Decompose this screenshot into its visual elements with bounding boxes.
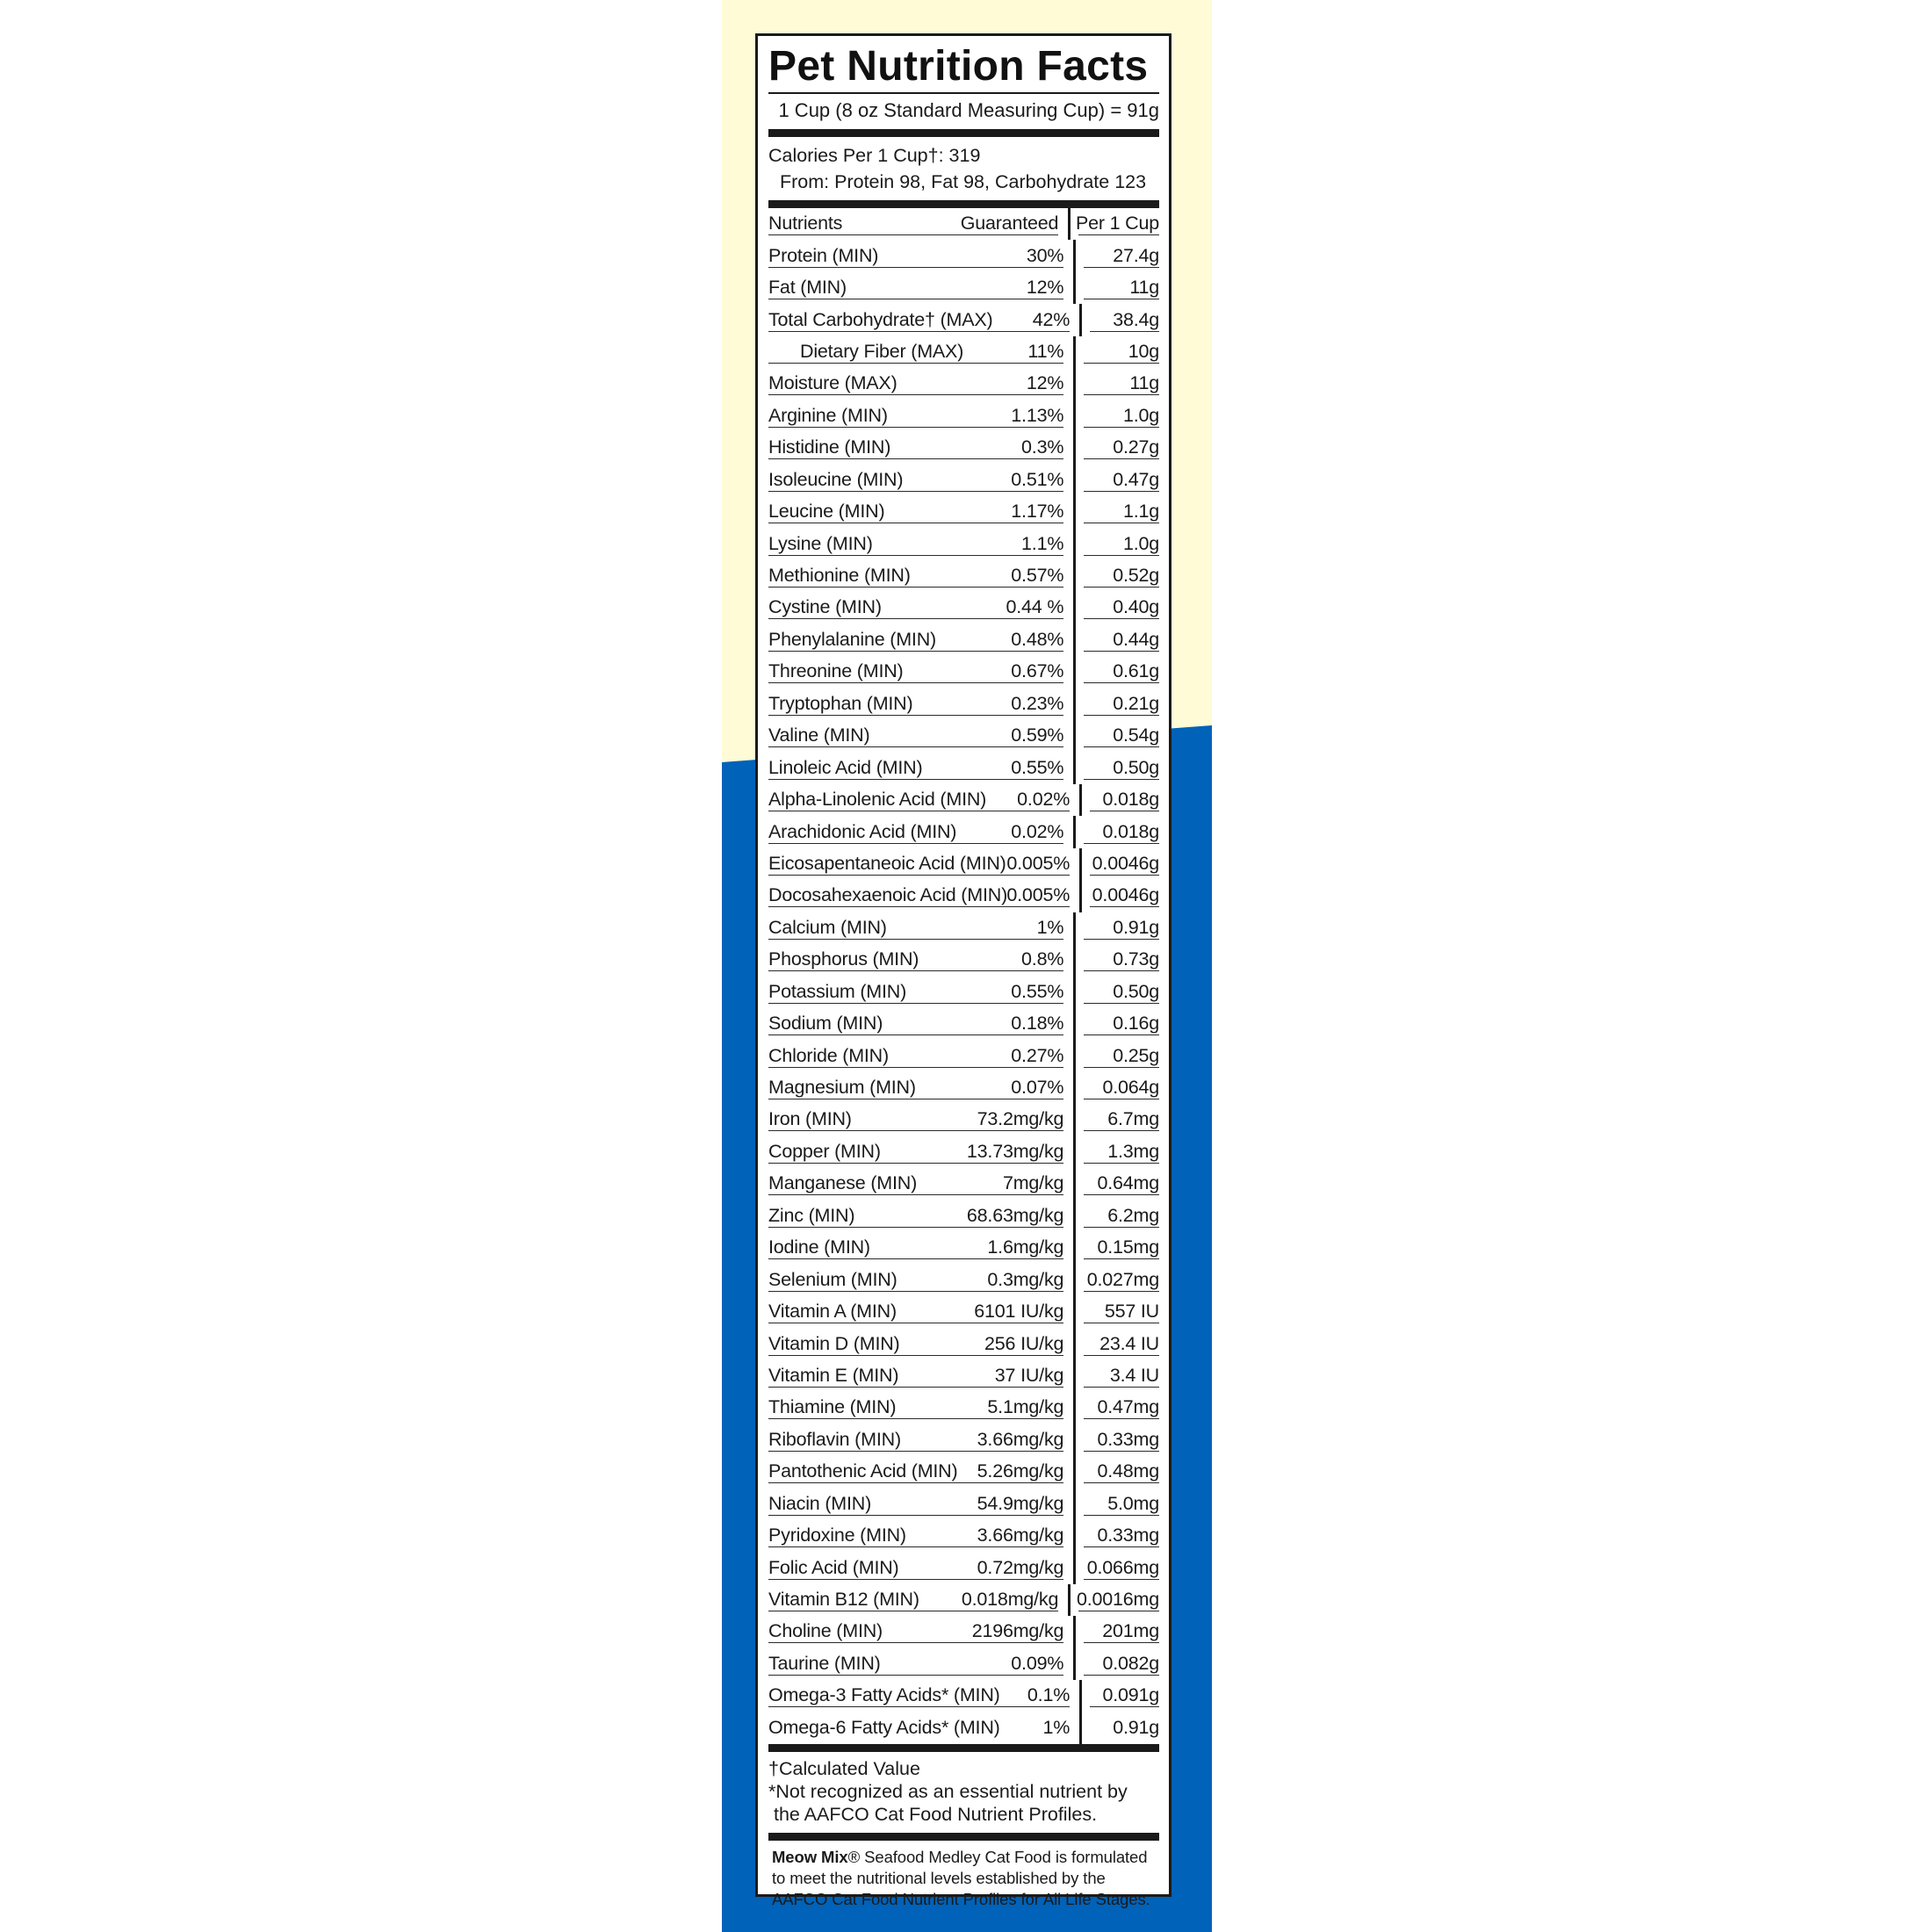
nutrient-name: Thiamine (MIN) bbox=[768, 1396, 897, 1418]
nutrient-name: Phenylalanine (MIN) bbox=[768, 628, 936, 650]
column-divider bbox=[1073, 816, 1076, 847]
nutrient-name: Lysine (MIN) bbox=[768, 532, 873, 554]
nutrient-name: Fat (MIN) bbox=[768, 277, 847, 299]
column-divider bbox=[1073, 272, 1076, 304]
per-cup-value: 0.40g bbox=[1084, 596, 1159, 619]
column-divider bbox=[1073, 1104, 1076, 1135]
column-divider bbox=[1073, 1264, 1076, 1295]
guaranteed-value: 0.1% bbox=[977, 1684, 1070, 1707]
nutrient-row bbox=[768, 1456, 1159, 1488]
nutrient-row bbox=[768, 1296, 1159, 1328]
guaranteed-value: 0.8% bbox=[963, 948, 1063, 971]
nutrient-row bbox=[768, 465, 1159, 496]
guaranteed-value: 1.17% bbox=[963, 501, 1063, 523]
statement-line3: AAFCO Cat Food Nutrient Profiles for All Life Stages. bbox=[772, 1890, 1150, 1908]
calories-per-cup: Calories Per 1 Cup†: 319 bbox=[768, 145, 981, 166]
guaranteed-value: 0.59% bbox=[963, 724, 1063, 747]
column-divider bbox=[1073, 656, 1076, 688]
nutrient-name: Copper (MIN) bbox=[768, 1140, 881, 1162]
per-cup-value: 0.33mg bbox=[1084, 1525, 1159, 1547]
column-divider bbox=[1073, 1456, 1076, 1488]
nutrient-row bbox=[768, 784, 1159, 816]
column-divider bbox=[1073, 528, 1076, 559]
nutrient-row bbox=[768, 1680, 1159, 1712]
per-cup-value: 0.91g bbox=[1084, 917, 1159, 940]
nutrient-name: Omega-6 Fatty Acids* (MIN) bbox=[768, 1717, 1000, 1739]
guaranteed-value: 5.1mg/kg bbox=[963, 1396, 1063, 1419]
nutrient-row bbox=[768, 1008, 1159, 1040]
nutrient-name: Cystine (MIN) bbox=[768, 596, 882, 618]
column-divider bbox=[1079, 880, 1082, 912]
nutrient-row bbox=[768, 1136, 1159, 1168]
nutrient-row bbox=[768, 1712, 1159, 1744]
nutrient-name: Total Carbohydrate† (MAX) bbox=[768, 308, 993, 330]
statement-rule bbox=[768, 1833, 1159, 1841]
nutrient-name: Pantothenic Acid (MIN) bbox=[768, 1460, 958, 1482]
guaranteed-value: 42% bbox=[977, 309, 1070, 332]
nutrient-name: Riboflavin (MIN) bbox=[768, 1428, 901, 1450]
nutrient-row bbox=[768, 977, 1159, 1008]
guaranteed-value: 68.63mg/kg bbox=[963, 1205, 1063, 1228]
column-divider bbox=[1073, 1424, 1076, 1456]
guaranteed-value: 0.67% bbox=[963, 660, 1063, 683]
per-cup-value: 557 IU bbox=[1084, 1301, 1159, 1323]
column-divider bbox=[1073, 1008, 1076, 1040]
nutrient-name: Histidine (MIN) bbox=[768, 436, 891, 458]
nutrient-row bbox=[768, 1232, 1159, 1264]
per-cup-value: 0.73g bbox=[1084, 948, 1159, 971]
per-cup-value: 10g bbox=[1084, 341, 1159, 364]
column-divider bbox=[1073, 912, 1076, 944]
nutrient-name: Moisture (MAX) bbox=[768, 372, 898, 394]
nutrient-name: Chloride (MIN) bbox=[768, 1044, 889, 1066]
nutrient-row bbox=[768, 656, 1159, 688]
nutrient-name: Vitamin E (MIN) bbox=[768, 1364, 899, 1386]
nutrient-row bbox=[768, 752, 1159, 783]
guaranteed-value: 1% bbox=[963, 917, 1063, 940]
guaranteed-value: 0.005% bbox=[977, 884, 1070, 907]
nutrient-name: Dietary Fiber (MAX) bbox=[800, 340, 964, 362]
nutrient-name: Threonine (MIN) bbox=[768, 660, 904, 682]
column-divider bbox=[1073, 1552, 1076, 1583]
guaranteed-value: 0.3% bbox=[963, 436, 1063, 459]
nutrient-row bbox=[768, 816, 1159, 847]
column-divider bbox=[1073, 752, 1076, 783]
per-cup-value: 1.3mg bbox=[1084, 1141, 1159, 1164]
guaranteed-value: 0.02% bbox=[977, 789, 1070, 811]
per-cup-value: 6.7mg bbox=[1084, 1108, 1159, 1131]
guaranteed-value: 1.6mg/kg bbox=[963, 1236, 1063, 1259]
nutrient-name: Zinc (MIN) bbox=[768, 1204, 855, 1226]
column-divider bbox=[1073, 1328, 1076, 1359]
nutrient-row bbox=[768, 1360, 1159, 1392]
column-divider bbox=[1073, 1168, 1076, 1200]
nutrient-row bbox=[768, 368, 1159, 400]
nutrient-name: Manganese (MIN) bbox=[768, 1172, 918, 1194]
nutrient-row bbox=[768, 1616, 1159, 1647]
nutrient-row bbox=[768, 272, 1159, 304]
per-cup-value: 0.018g bbox=[1084, 821, 1159, 844]
column-divider bbox=[1073, 1360, 1076, 1392]
nutrient-name: Magnesium (MIN) bbox=[768, 1077, 916, 1099]
guaranteed-value: 7mg/kg bbox=[963, 1172, 1063, 1195]
nutrient-row bbox=[768, 624, 1159, 656]
nutrient-name: Potassium (MIN) bbox=[768, 980, 907, 1002]
guaranteed-value: 0.07% bbox=[963, 1077, 1063, 1099]
nutrient-row bbox=[768, 688, 1159, 720]
column-divider bbox=[1073, 368, 1076, 400]
nutrient-row bbox=[768, 528, 1159, 559]
per-cup-value: 0.48mg bbox=[1084, 1460, 1159, 1483]
nutrient-row bbox=[768, 1424, 1159, 1456]
column-divider bbox=[1073, 432, 1076, 464]
nutrient-name: Protein (MIN) bbox=[768, 244, 879, 266]
per-cup-value: 0.50g bbox=[1084, 757, 1159, 780]
nutrient-row bbox=[768, 1584, 1159, 1616]
per-cup-value: 11g bbox=[1084, 277, 1159, 299]
nutrient-name: Phosphorus (MIN) bbox=[768, 948, 919, 970]
guaranteed-value: 37 IU/kg bbox=[963, 1365, 1063, 1388]
footnotes bbox=[768, 1752, 1159, 1833]
column-divider bbox=[1073, 240, 1076, 271]
column-divider bbox=[1073, 336, 1076, 368]
registered-mark: ® bbox=[847, 1848, 861, 1866]
calories-rule bbox=[768, 200, 1159, 208]
nutrient-table-body bbox=[768, 240, 1159, 1744]
guaranteed-value: 0.27% bbox=[963, 1045, 1063, 1068]
nutrient-row bbox=[768, 1072, 1159, 1104]
per-cup-value: 0.27g bbox=[1084, 436, 1159, 459]
nutrient-row bbox=[768, 336, 1159, 368]
nutrient-row bbox=[768, 496, 1159, 528]
column-divider bbox=[1073, 1616, 1076, 1647]
guaranteed-value: 11% bbox=[963, 341, 1063, 364]
column-divider bbox=[1079, 1712, 1082, 1744]
nutrient-name: Niacin (MIN) bbox=[768, 1492, 872, 1514]
guaranteed-value: 0.018mg/kg bbox=[961, 1589, 1059, 1611]
nutrient-name: Docosahexaenoic Acid (MIN) bbox=[768, 884, 1008, 906]
nutrient-name: Vitamin B12 (MIN) bbox=[768, 1589, 919, 1611]
guaranteed-value: 256 IU/kg bbox=[963, 1333, 1063, 1356]
column-divider bbox=[1068, 208, 1071, 240]
nutrient-row bbox=[768, 944, 1159, 976]
footnote-calculated: †Calculated Value bbox=[768, 1758, 920, 1779]
nutrient-row bbox=[768, 912, 1159, 944]
nutrient-name: Leucine (MIN) bbox=[768, 501, 885, 523]
column-divider bbox=[1073, 1136, 1076, 1168]
per-cup-value: 0.44g bbox=[1084, 629, 1159, 652]
per-cup-value: 0.54g bbox=[1084, 724, 1159, 747]
nutrient-name: Vitamin A (MIN) bbox=[768, 1301, 897, 1323]
nutrient-row bbox=[768, 1328, 1159, 1359]
nutrient-row bbox=[768, 400, 1159, 432]
guaranteed-value: 0.48% bbox=[963, 629, 1063, 652]
nutrient-name: Eicosapentaneoic Acid (MIN) bbox=[768, 852, 1006, 874]
guaranteed-value: 0.55% bbox=[963, 757, 1063, 780]
column-divider bbox=[1073, 592, 1076, 624]
footnote-not-recognized-line1: *Not recognized as an essential nutrient by bbox=[768, 1781, 1128, 1802]
nutrient-row bbox=[768, 720, 1159, 752]
guaranteed-value: 0.09% bbox=[963, 1653, 1063, 1676]
guaranteed-value: 6101 IU/kg bbox=[963, 1301, 1063, 1323]
guaranteed-value: 12% bbox=[963, 277, 1063, 299]
nutrient-name: Taurine (MIN) bbox=[768, 1652, 881, 1674]
nutrition-facts-label bbox=[755, 33, 1171, 1908]
column-divider bbox=[1073, 400, 1076, 432]
guaranteed-value: 1% bbox=[1042, 1717, 1071, 1739]
nutrient-name: Folic Acid (MIN) bbox=[768, 1556, 899, 1578]
nutrient-row bbox=[768, 880, 1159, 912]
label-title: Pet Nutrition Facts bbox=[768, 43, 1149, 90]
nutrient-row bbox=[768, 560, 1159, 592]
per-cup-value: 0.0046g bbox=[1090, 884, 1159, 907]
per-cup-value: 0.47g bbox=[1084, 469, 1159, 492]
column-divider bbox=[1073, 1489, 1076, 1520]
header-guaranteed: Guaranteed bbox=[960, 213, 1059, 234]
column-divider bbox=[1073, 1200, 1076, 1232]
table-bottom-rule bbox=[768, 1744, 1159, 1752]
per-cup-value: 0.21g bbox=[1084, 693, 1159, 716]
guaranteed-value: 3.66mg/kg bbox=[963, 1429, 1063, 1452]
column-divider bbox=[1073, 560, 1076, 592]
per-cup-value: 0.082g bbox=[1084, 1653, 1159, 1676]
nutrient-name: Vitamin D (MIN) bbox=[768, 1332, 900, 1354]
nutrient-name: Valine (MIN) bbox=[768, 724, 870, 746]
nutrient-row bbox=[768, 1168, 1159, 1200]
statement-text-1: Seafood Medley Cat Food is formulated bbox=[860, 1848, 1148, 1866]
per-cup-value: 0.0046g bbox=[1090, 853, 1159, 876]
nutrient-row bbox=[768, 240, 1159, 271]
nutrient-name: Alpha-Linolenic Acid (MIN) bbox=[768, 789, 987, 811]
nutrient-row bbox=[768, 1552, 1159, 1583]
column-divider bbox=[1073, 977, 1076, 1008]
guaranteed-value: 30% bbox=[963, 245, 1063, 268]
nutrient-row bbox=[768, 1392, 1159, 1424]
per-cup-value: 0.50g bbox=[1084, 981, 1159, 1004]
guaranteed-value: 13.73mg/kg bbox=[963, 1141, 1063, 1164]
guaranteed-value: 0.005% bbox=[977, 853, 1070, 876]
column-divider bbox=[1073, 1392, 1076, 1424]
serving-size: 1 Cup (8 oz Standard Measuring Cup) = 91g bbox=[778, 99, 1159, 121]
per-cup-value: 1.0g bbox=[1084, 533, 1159, 556]
per-cup-value: 6.2mg bbox=[1084, 1205, 1159, 1228]
column-divider bbox=[1073, 496, 1076, 528]
nutrient-name: Linoleic Acid (MIN) bbox=[768, 756, 923, 778]
nutrient-name: Isoleucine (MIN) bbox=[768, 468, 904, 490]
nutrient-name: Choline (MIN) bbox=[768, 1620, 883, 1642]
per-cup-value: 1.0g bbox=[1084, 405, 1159, 428]
guaranteed-value: 0.02% bbox=[963, 821, 1063, 844]
nutrient-row bbox=[768, 432, 1159, 464]
guaranteed-value: 73.2mg/kg bbox=[963, 1108, 1063, 1131]
guaranteed-value: 5.26mg/kg bbox=[963, 1460, 1063, 1483]
guaranteed-value: 1.13% bbox=[963, 405, 1063, 428]
per-cup-value: 0.064g bbox=[1084, 1077, 1159, 1099]
guaranteed-value: 0.51% bbox=[963, 469, 1063, 492]
per-cup-value: 3.4 IU bbox=[1084, 1365, 1159, 1388]
nutrient-name: Arginine (MIN) bbox=[768, 404, 888, 426]
guaranteed-value: 0.72mg/kg bbox=[963, 1557, 1063, 1580]
nutrient-row bbox=[768, 1264, 1159, 1295]
per-cup-value: 5.0mg bbox=[1084, 1493, 1159, 1516]
column-divider bbox=[1073, 1072, 1076, 1104]
per-cup-value: 201mg bbox=[1084, 1620, 1159, 1643]
column-divider bbox=[1073, 688, 1076, 720]
column-divider bbox=[1073, 1232, 1076, 1264]
calories-from: From: Protein 98, Fat 98, Carbohydrate 123 bbox=[780, 171, 1147, 192]
per-cup-value: 0.15mg bbox=[1084, 1236, 1159, 1259]
nutrient-row bbox=[768, 1648, 1159, 1680]
per-cup-value: 27.4g bbox=[1084, 245, 1159, 268]
per-cup-value: 0.16g bbox=[1084, 1013, 1159, 1035]
header-nutrients: Nutrients bbox=[768, 213, 960, 235]
per-cup-value: 0.61g bbox=[1084, 660, 1159, 683]
guaranteed-value: 0.44 % bbox=[963, 596, 1063, 619]
guaranteed-value: 2196mg/kg bbox=[963, 1620, 1063, 1643]
column-divider bbox=[1073, 1648, 1076, 1680]
column-divider bbox=[1073, 465, 1076, 496]
nutrient-row bbox=[768, 304, 1159, 335]
column-divider bbox=[1079, 848, 1082, 880]
per-cup-value: 0.52g bbox=[1084, 565, 1159, 588]
header-per-cup: Per 1 Cup bbox=[1075, 213, 1159, 234]
per-cup-value: 0.91g bbox=[1113, 1717, 1159, 1739]
per-cup-value: 0.0016mg bbox=[1076, 1589, 1159, 1611]
column-divider bbox=[1073, 624, 1076, 656]
per-cup-value: 0.027mg bbox=[1084, 1269, 1159, 1292]
guaranteed-value: 54.9mg/kg bbox=[963, 1493, 1063, 1516]
aafco-statement bbox=[768, 1841, 1159, 1910]
nutrient-name: Tryptophan (MIN) bbox=[768, 692, 913, 714]
guaranteed-value: 12% bbox=[963, 372, 1063, 395]
calories-block bbox=[768, 137, 1159, 200]
nutrient-row bbox=[768, 1200, 1159, 1232]
per-cup-value: 0.64mg bbox=[1084, 1172, 1159, 1195]
nutrient-name: Methionine (MIN) bbox=[768, 565, 911, 587]
nutrient-row bbox=[768, 1520, 1159, 1552]
nutrient-table-header bbox=[768, 208, 1159, 240]
guaranteed-value: 3.66mg/kg bbox=[963, 1525, 1063, 1547]
nutrient-name: Calcium (MIN) bbox=[768, 916, 887, 938]
nutrient-row bbox=[768, 592, 1159, 624]
per-cup-value: 0.018g bbox=[1090, 789, 1159, 811]
per-cup-value: 0.091g bbox=[1090, 1684, 1159, 1707]
per-cup-value: 0.47mg bbox=[1084, 1396, 1159, 1419]
statement-line2: to meet the nutritional levels established by the bbox=[772, 1869, 1106, 1887]
guaranteed-value: 1.1% bbox=[963, 533, 1063, 556]
per-cup-value: 38.4g bbox=[1090, 309, 1159, 332]
statement-line1 bbox=[772, 1847, 1159, 1868]
column-divider bbox=[1079, 304, 1082, 335]
guaranteed-value: 0.57% bbox=[963, 565, 1063, 588]
per-cup-value: 0.066mg bbox=[1084, 1557, 1159, 1580]
column-divider bbox=[1068, 1584, 1071, 1616]
guaranteed-value: 0.3mg/kg bbox=[963, 1269, 1063, 1292]
nutrient-row bbox=[768, 1104, 1159, 1135]
footnote-not-recognized-line2: the AAFCO Cat Food Nutrient Profiles. bbox=[774, 1804, 1098, 1825]
column-divider bbox=[1079, 784, 1082, 816]
per-cup-value: 11g bbox=[1084, 372, 1159, 395]
nutrient-name: Omega-3 Fatty Acids* (MIN) bbox=[768, 1684, 1000, 1706]
nutrient-name: Pyridoxine (MIN) bbox=[768, 1525, 906, 1546]
nutrient-name: Sodium (MIN) bbox=[768, 1013, 883, 1034]
column-divider bbox=[1073, 1520, 1076, 1552]
per-cup-value: 1.1g bbox=[1084, 501, 1159, 523]
per-cup-value: 0.25g bbox=[1084, 1045, 1159, 1068]
per-cup-value: 23.4 IU bbox=[1084, 1333, 1159, 1356]
column-divider bbox=[1073, 720, 1076, 752]
nutrient-row bbox=[768, 848, 1159, 880]
nutrient-row bbox=[768, 1040, 1159, 1071]
column-divider bbox=[1079, 1680, 1082, 1712]
column-divider bbox=[1073, 1040, 1076, 1071]
brand-name: Meow Mix bbox=[772, 1848, 848, 1866]
nutrient-name: Selenium (MIN) bbox=[768, 1268, 898, 1290]
serving-rule bbox=[768, 129, 1159, 137]
guaranteed-value: 0.18% bbox=[963, 1013, 1063, 1035]
nutrient-name: Iodine (MIN) bbox=[768, 1236, 870, 1258]
guaranteed-value: 0.55% bbox=[963, 981, 1063, 1004]
column-divider bbox=[1073, 1296, 1076, 1328]
guaranteed-value: 0.23% bbox=[963, 693, 1063, 716]
nutrient-name: Iron (MIN) bbox=[768, 1108, 852, 1130]
per-cup-value: 0.33mg bbox=[1084, 1429, 1159, 1452]
nutrient-row bbox=[768, 1489, 1159, 1520]
column-divider bbox=[1073, 944, 1076, 976]
nutrient-name: Arachidonic Acid (MIN) bbox=[768, 820, 957, 842]
